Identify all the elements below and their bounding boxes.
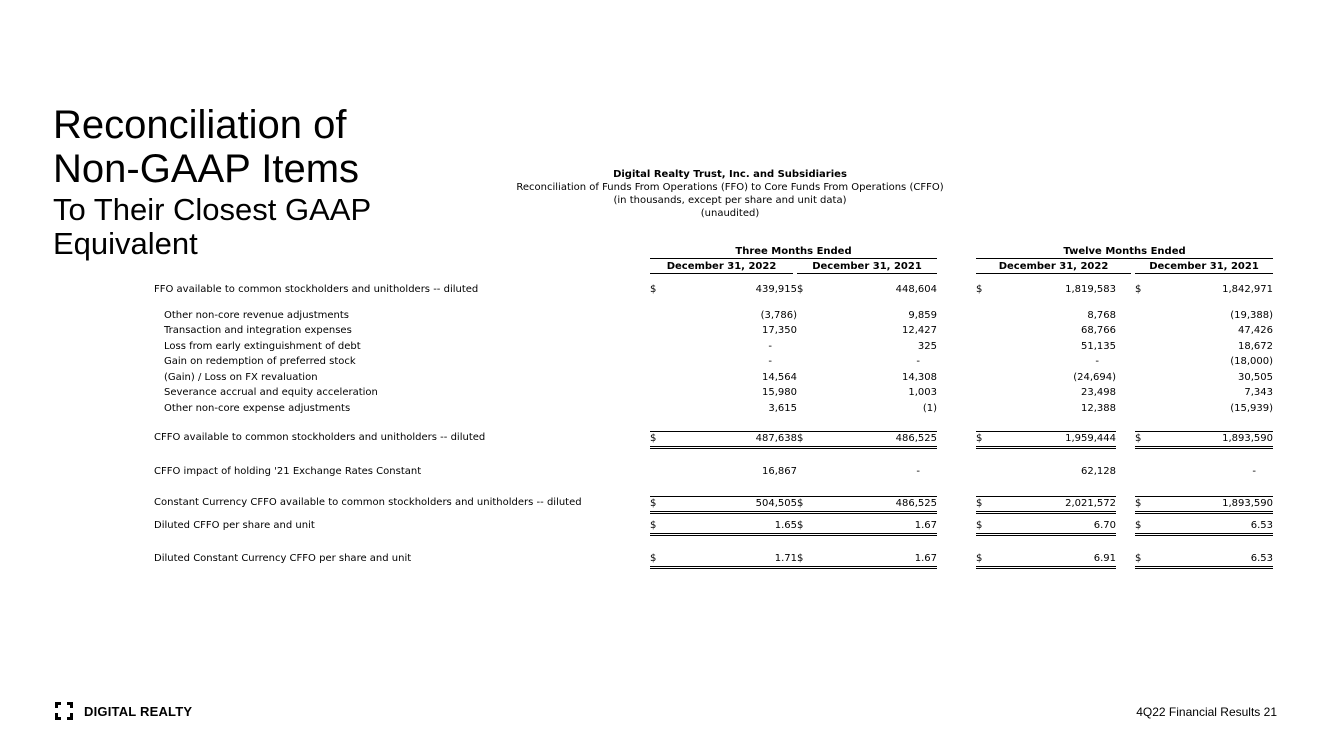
report-audit: (unaudited) [700, 208, 760, 219]
cell-value: 1.67 [914, 553, 937, 564]
cell-value: 2,021,572 [1065, 498, 1116, 509]
row-label: Constant Currency CFFO available to common stockholders and unitholders -- diluted [154, 497, 582, 508]
table-row-total [0, 496, 1333, 510]
cell-value: 325 [917, 341, 937, 352]
currency-symbol: $ [1135, 553, 1142, 564]
table-row [0, 283, 1333, 297]
row-label: CFFO available to common stockholders and unitholders -- diluted [154, 432, 486, 443]
table-row [0, 371, 1333, 385]
cell-value: 1.67 [914, 520, 937, 531]
currency-symbol: $ [650, 433, 657, 444]
cell-value: 68,766 [1081, 325, 1116, 336]
table-row [0, 340, 1333, 354]
slide-title [53, 103, 473, 261]
digital-realty-logo-icon [53, 701, 75, 721]
row-label: Transaction and integration expenses [164, 325, 352, 336]
cell-value: 1,893,590 [1222, 433, 1273, 444]
currency-symbol: $ [1135, 498, 1142, 509]
cell-value: (15,939) [1230, 403, 1273, 414]
cell-value: 23,498 [1081, 387, 1116, 398]
report-header [460, 168, 1000, 220]
table-row-total [0, 431, 1333, 445]
subtitle-line-1: To Their Closest GAAP [53, 192, 372, 227]
report-heading: Reconciliation of Funds From Operations (FFO) to Core Funds From Operations (CFFO) [516, 182, 944, 193]
cell-value: 18,672 [1238, 341, 1273, 352]
currency-symbol: $ [650, 284, 657, 295]
cell-value: 9,859 [908, 310, 937, 321]
cell-value: 487,638 [755, 433, 797, 444]
currency-symbol: $ [976, 284, 983, 295]
cell-value: 1,819,583 [1065, 284, 1116, 295]
cell-value: (3,786) [760, 310, 797, 321]
currency-symbol: $ [1135, 284, 1142, 295]
cell-value: (1) [922, 403, 937, 414]
cell-value: - [1095, 356, 1099, 367]
row-label: Severance accrual and equity acceleration [164, 387, 378, 398]
table-row [0, 402, 1333, 416]
footer-page-info [1136, 705, 1277, 719]
currency-symbol: $ [797, 520, 804, 531]
currency-symbol: $ [797, 433, 804, 444]
cell-value: 12,388 [1081, 403, 1116, 414]
period-header-twelve-months: Twelve Months Ended [976, 246, 1273, 259]
title-line-1: Reconciliation of [53, 103, 347, 147]
cell-value: - [916, 356, 920, 367]
currency-symbol: $ [797, 498, 804, 509]
row-label: Gain on redemption of preferred stock [164, 356, 356, 367]
cell-value: (24,694) [1073, 372, 1116, 383]
cell-value: 3,615 [768, 403, 797, 414]
cell-value: (18,000) [1230, 356, 1273, 367]
subtitle-line-2: Equivalent [53, 226, 198, 261]
row-label: Other non-core revenue adjustments [164, 310, 350, 321]
cell-value: - [768, 341, 772, 352]
cell-value: 30,505 [1238, 372, 1273, 383]
cell-value: 439,915 [755, 284, 797, 295]
cell-value: 6.53 [1250, 520, 1273, 531]
cell-value: 14,564 [762, 372, 797, 383]
cell-value: 1.71 [774, 553, 797, 564]
currency-symbol: $ [650, 498, 657, 509]
cell-value: 16,867 [762, 466, 797, 477]
cell-value: 6.70 [1093, 520, 1116, 531]
column-header: December 31, 2021 [1135, 261, 1273, 274]
brand-name: DIGITAL REALTY [84, 703, 193, 719]
row-label: (Gain) / Loss on FX revaluation [164, 372, 318, 383]
currency-symbol: $ [1135, 433, 1142, 444]
currency-symbol: $ [797, 553, 804, 564]
cell-value: 504,505 [755, 498, 797, 509]
cell-value: 47,426 [1238, 325, 1273, 336]
page-label: 4Q22 Financial Results [1136, 705, 1261, 719]
currency-symbol: $ [976, 498, 983, 509]
cell-value: 12,427 [902, 325, 937, 336]
cell-value: 448,604 [895, 284, 937, 295]
cell-value: 1,959,444 [1065, 433, 1116, 444]
table-row-per-share [0, 519, 1333, 533]
currency-symbol: $ [650, 520, 657, 531]
cell-value: 17,350 [762, 325, 797, 336]
cell-value: 6.53 [1250, 553, 1273, 564]
table-row [0, 324, 1333, 338]
title-line-2: Non-GAAP Items [53, 147, 360, 191]
cell-value: 1,893,590 [1222, 498, 1273, 509]
report-units: (in thousands, except per share and unit data) [613, 195, 847, 206]
currency-symbol: $ [976, 433, 983, 444]
cell-value: 1.65 [774, 520, 797, 531]
cell-value: 1,003 [908, 387, 937, 398]
cell-value: (19,388) [1230, 310, 1273, 321]
table-row-per-share [0, 552, 1333, 566]
cell-value: 62,128 [1081, 466, 1116, 477]
page-number: 21 [1263, 705, 1277, 719]
period-header-three-months: Three Months Ended [650, 246, 937, 259]
currency-symbol: $ [976, 520, 983, 531]
report-company: Digital Realty Trust, Inc. and Subsidiaries [613, 169, 847, 180]
table-row [0, 309, 1333, 323]
currency-symbol: $ [650, 553, 657, 564]
column-header: December 31, 2021 [797, 261, 937, 274]
currency-symbol: $ [976, 553, 983, 564]
cell-value: 6.91 [1093, 553, 1116, 564]
row-label: Other non-core expense adjustments [164, 403, 351, 414]
column-header: December 31, 2022 [650, 261, 793, 274]
row-label: Diluted Constant Currency CFFO per share and unit [154, 553, 412, 564]
currency-symbol: $ [797, 284, 804, 295]
column-header: December 31, 2022 [976, 261, 1131, 274]
row-label: Diluted CFFO per share and unit [154, 520, 315, 531]
table-row [0, 465, 1333, 479]
cell-value: 1,842,971 [1222, 284, 1273, 295]
cell-value: - [1252, 466, 1256, 477]
cell-value: 14,308 [902, 372, 937, 383]
row-label: FFO available to common stockholders and unitholders -- diluted [154, 284, 479, 295]
cell-value: - [768, 356, 772, 367]
cell-value: 8,768 [1087, 310, 1116, 321]
cell-value: 51,135 [1081, 341, 1116, 352]
row-label: Loss from early extinguishment of debt [164, 341, 361, 352]
currency-symbol: $ [1135, 520, 1142, 531]
row-label: CFFO impact of holding '21 Exchange Rates Constant [154, 466, 422, 477]
table-row [0, 386, 1333, 400]
footer-logo [53, 701, 192, 721]
cell-value: 15,980 [762, 387, 797, 398]
table-row [0, 355, 1333, 369]
cell-value: - [916, 466, 920, 477]
cell-value: 7,343 [1244, 387, 1273, 398]
cell-value: 486,525 [895, 433, 937, 444]
cell-value: 486,525 [895, 498, 937, 509]
